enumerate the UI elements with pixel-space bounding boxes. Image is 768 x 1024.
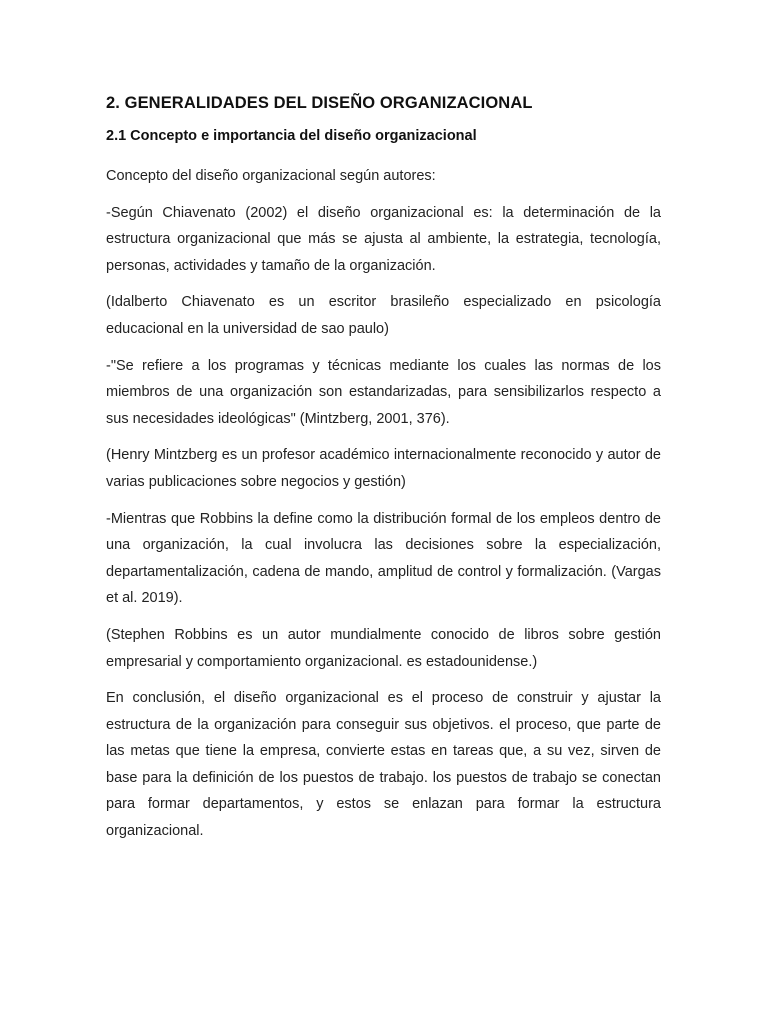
paragraph-chiavenato-note: (Idalberto Chiavenato es un escritor brasileño especializado en psicología educacional en la universidad de sao paulo) <box>106 294 661 337</box>
document-page <box>106 92 661 855</box>
paragraph-robbins: -Mientras que Robbins la define como la distribución formal de los empleos dentro de una organización, la cual involucra las decisiones sobre la especialización, departamentalización, cadena de mando, amplitud de control y formalización. (Vargas et al. 2019). <box>106 510 661 607</box>
paragraph-chiavenato: -Según Chiavenato (2002) el diseño organizacional es: la determinación de la estructura organizacional que más se ajusta al ambiente, la estrategia, tecnología, personas, actividades y tamaño de la organización. <box>106 204 661 274</box>
section-heading: 2. GENERALIDADES DEL DISEÑO ORGANIZACIONAL <box>106 94 533 112</box>
paragraph-conclusion: En conclusión, el diseño organizacional es el proceso de construir y ajustar la estructura de la organización para conseguir sus objetivos. el proceso, que parte de las metas que tiene la empresa, convierte estas en tareas que, a su vez, sirven de base para la definición de los puestos de trabajo. los puestos de trabajo se conectan para formar departamentos, y estos se enlazan para formar la estructura organizacional. <box>106 690 661 840</box>
subsection-heading: 2.1 Concepto e importancia del diseño organizacional <box>106 128 477 144</box>
paragraph-mintzberg: -"Se refiere a los programas y técnicas mediante los cuales las normas de los miembros de una organización son estandarizadas, para sensibilizarlos respecto a sus necesidades ideológicas" (Mintzberg, 2001, 376). <box>106 357 661 427</box>
paragraph-robbins-note: (Stephen Robbins es un autor mundialmente conocido de libros sobre gestión empresarial y comportamiento organizacional. es estadounidense.) <box>106 626 661 670</box>
paragraph-intro: Concepto del diseño organizacional según autores: <box>106 168 436 184</box>
paragraph-mintzberg-note: (Henry Mintzberg es un profesor académico internacionalmente reconocido y autor de varias publicaciones sobre negocios y gestión) <box>106 447 661 490</box>
